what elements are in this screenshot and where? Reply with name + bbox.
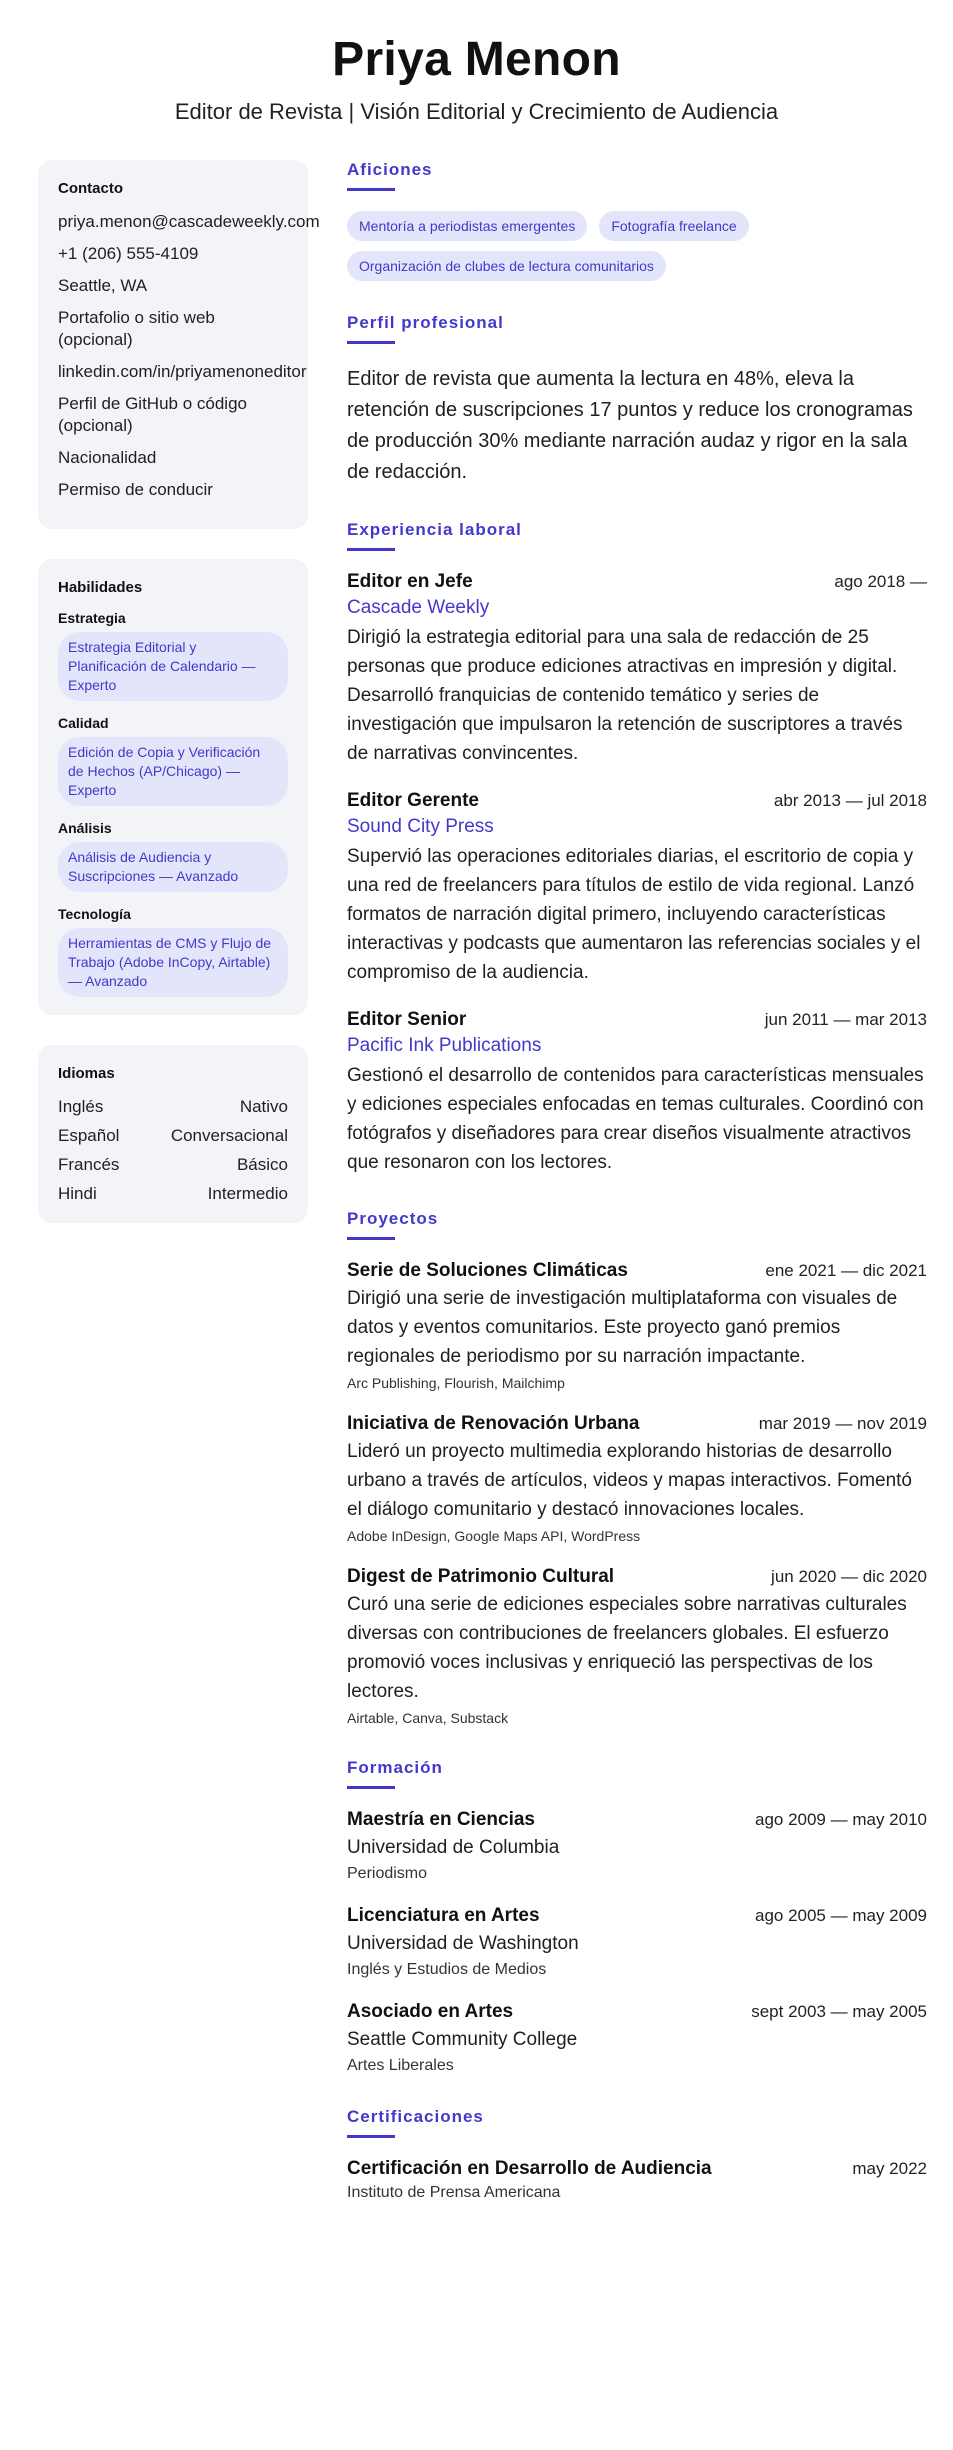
languages-title: Idiomas: [58, 1065, 115, 1082]
skill-group: [58, 715, 288, 806]
education-school: Seattle Community College: [347, 2029, 578, 2050]
education-degree: Licenciatura en Artes: [347, 1905, 540, 1926]
project-tools: Adobe InDesign, Google Maps API, WordPress: [347, 1528, 641, 1544]
contact-linkedin[interactable]: linkedin.com/in/priyamenoneditor: [58, 362, 307, 381]
language-row: [58, 1154, 288, 1176]
section-title: Aficiones: [347, 160, 433, 179]
education-dates: sept 2003 — may 2005: [751, 2002, 927, 2021]
language-name: Inglés: [58, 1097, 104, 1116]
languages-card: [38, 1045, 308, 1223]
job-role: Editor Senior: [347, 1009, 467, 1030]
language-name: Español: [58, 1126, 120, 1145]
contact-nationality: Nacionalidad: [58, 448, 157, 467]
project-entry: [347, 1566, 927, 1726]
project-entry: [347, 1413, 927, 1544]
skill-pill: Estrategia Editorial y Planificación de Calendario — Experto: [58, 632, 288, 701]
job-dates: jun 2011 — mar 2013: [764, 1010, 927, 1029]
education-school: Universidad de Columbia: [347, 1837, 560, 1858]
job-entry: [347, 790, 927, 987]
certification-date: may 2022: [852, 2159, 927, 2178]
skills-card: [38, 559, 308, 1015]
certification-entry: [347, 2158, 927, 2202]
skill-group: [58, 820, 288, 892]
language-row: [58, 1183, 288, 1205]
hobby-pill: Mentoría a periodistas emergentes: [347, 211, 587, 241]
certifications-section: [347, 2107, 927, 2202]
section-title: Perfil profesional: [347, 313, 504, 332]
section-rule: [347, 1237, 395, 1240]
language-name: Hindi: [58, 1184, 97, 1203]
section-title: Experiencia laboral: [347, 520, 522, 539]
section-title: Proyectos: [347, 1209, 439, 1228]
section-title: Formación: [347, 1758, 443, 1777]
main-column: [347, 160, 927, 2234]
skill-category: Calidad: [58, 715, 109, 731]
education-entry: [347, 2001, 927, 2075]
job-description: Supervió las operaciones editoriales diarias, el escritorio de copia y una red de freelancers para títulos de estilo de vida regional. Lanzó formatos de narración digital primero, incluyendo características interactivas y podcasts que aumentaron las referencias sociales y el compromiso de la audiencia.: [347, 846, 921, 983]
profile-summary: Editor de revista que aumenta la lectura en 48%, eleva la retención de suscripciones 17 puntos y reduce los cronogramas de producción 30% mediante narración audaz y rigor en la sala de redacción.: [347, 368, 913, 483]
sidebar: [38, 160, 320, 1253]
project-tools: Airtable, Canva, Substack: [347, 1710, 509, 1726]
project-name: Serie de Soluciones Climáticas: [347, 1260, 628, 1281]
language-level: Intermedio: [207, 1184, 288, 1203]
skill-category: Tecnología: [58, 906, 131, 922]
section-rule: [347, 548, 395, 551]
project-dates: ene 2021 — dic 2021: [765, 1261, 927, 1280]
hobby-pill: Organización de clubes de lectura comunitarios: [347, 251, 666, 281]
job-description: Dirigió la estrategia editorial para una sala de redacción de 25 personas que produce ediciones atractivas en impresión y digital. Desarrolló franquicias de contenido temático y series de investigación que impulsaron la retención de suscriptores a través de narrativas convincentes.: [347, 627, 903, 764]
skill-category: Análisis: [58, 820, 112, 836]
section-rule: [347, 188, 395, 191]
language-level: Básico: [236, 1155, 288, 1174]
job-company: Pacific Ink Publications: [347, 1035, 542, 1056]
profile-section: [347, 313, 927, 488]
language-level: Conversacional: [170, 1126, 288, 1145]
education-degree: Asociado en Artes: [347, 2001, 514, 2022]
skills-title: Habilidades: [58, 579, 143, 596]
resume-header: [0, 30, 953, 126]
project-description: Lideró un proyecto multimedia explorando historias de desarrollo urbano a través de artículos, videos y mapas interactivos. Fomentó el diálogo comunitario y destacó innovaciones locales.: [347, 1441, 912, 1520]
contact-location: Seattle, WA: [58, 276, 148, 295]
certification-name: Certificación en Desarrollo de Audiencia: [347, 2158, 712, 2179]
education-school: Universidad de Washington: [347, 1933, 579, 1954]
education-degree: Maestría en Ciencias: [347, 1809, 535, 1830]
job-dates: ago 2018 —: [834, 572, 927, 591]
section-rule: [347, 341, 395, 344]
education-entry: [347, 1809, 927, 1883]
skill-pill: Edición de Copia y Verificación de Hechos (AP/Chicago) — Experto: [58, 737, 288, 806]
skill-group: [58, 610, 288, 701]
education-dates: ago 2005 — may 2009: [754, 1906, 927, 1925]
language-name: Francés: [58, 1155, 120, 1174]
education-field: Inglés y Estudios de Medios: [347, 1961, 547, 1978]
language-row: [58, 1096, 288, 1118]
education-entry: [347, 1905, 927, 1979]
project-dates: jun 2020 — dic 2020: [771, 1567, 927, 1586]
skill-category: Estrategia: [58, 610, 126, 626]
contact-phone[interactable]: +1 (206) 555-4109: [58, 244, 199, 263]
section-rule: [347, 1786, 395, 1789]
skill-pill: Herramientas de CMS y Flujo de Trabajo (Adobe InCopy, Airtable) — Avanzado: [58, 928, 288, 997]
projects-section: [347, 1209, 927, 1726]
job-description: Gestionó el desarrollo de contenidos para características mensuales y ediciones especiales enfocadas en temas culturales. Coordinó con fotógrafos y diseñadores para crear diseños visualmente atractivos que resonaron con los lectores.: [347, 1065, 924, 1173]
job-entry: [347, 1009, 927, 1177]
job-company: Cascade Weekly: [347, 597, 490, 618]
language-row: [58, 1125, 288, 1147]
education-dates: ago 2009 — may 2010: [754, 1810, 927, 1829]
job-company: Sound City Press: [347, 816, 494, 837]
project-entry: [347, 1260, 927, 1391]
language-level: Nativo: [239, 1097, 288, 1116]
project-description: Curó una serie de ediciones especiales sobre narrativas culturales diversas con contribuciones de freelancers globales. El esfuerzo promovió voces inclusivas y enriqueció las perspectivas de los lectores.: [347, 1594, 907, 1702]
project-tools: Arc Publishing, Flourish, Mailchimp: [347, 1375, 565, 1391]
section-rule: [347, 2135, 395, 2138]
education-field: Periodismo: [347, 1865, 428, 1882]
contact-card: [38, 160, 320, 529]
job-role: Editor Gerente: [347, 790, 479, 811]
education-field: Artes Liberales: [347, 2057, 454, 2074]
job-entry: [347, 571, 927, 768]
contact-email[interactable]: priya.menon@cascadeweekly.com: [58, 212, 320, 231]
contact-license: Permiso de conducir: [58, 480, 213, 499]
contact-title: Contacto: [58, 180, 123, 197]
hobby-pill: Fotografía freelance: [599, 211, 748, 241]
education-section: [347, 1758, 927, 2075]
experience-section: [347, 520, 927, 1177]
candidate-headline: Editor de Revista | Visión Editorial y Crecimiento de Audiencia: [174, 99, 779, 124]
project-name: Iniciativa de Renovación Urbana: [347, 1413, 640, 1434]
contact-github: Perfil de GitHub o código (opcional): [58, 394, 247, 435]
hobbies-section: [347, 160, 927, 281]
job-role: Editor en Jefe: [347, 571, 473, 592]
candidate-name: Priya Menon: [332, 33, 621, 86]
hobby-list: [347, 211, 927, 281]
certification-issuer: Instituto de Prensa Americana: [347, 2184, 561, 2201]
project-description: Dirigió una serie de investigación multiplataforma con visuales de datos y eventos comunitarios. Este proyecto ganó premios regionales de periodismo por su narración impactante.: [347, 1288, 898, 1367]
skill-pill: Análisis de Audiencia y Suscripciones — Avanzado: [58, 842, 288, 892]
contact-portfolio: Portafolio o sitio web (opcional): [58, 308, 215, 349]
section-title: Certificaciones: [347, 2107, 484, 2126]
job-dates: abr 2013 — jul 2018: [773, 791, 927, 810]
skill-group: [58, 906, 288, 997]
project-name: Digest de Patrimonio Cultural: [347, 1566, 615, 1587]
project-dates: mar 2019 — nov 2019: [758, 1414, 927, 1433]
